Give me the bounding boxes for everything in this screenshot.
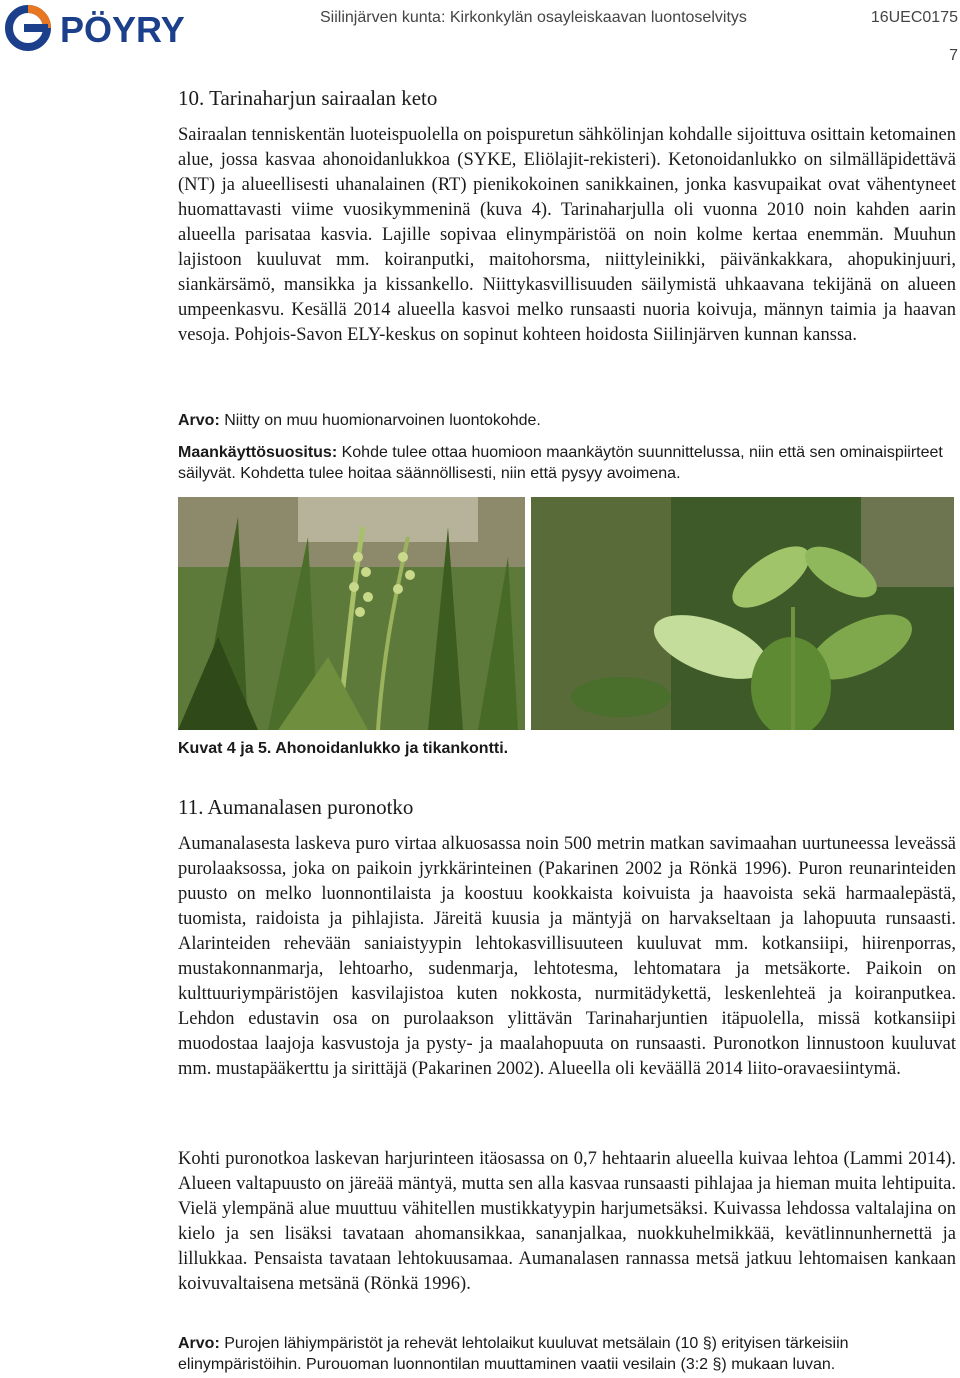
section-11-paragraph-1: Aumanalasesta laskeva puro virtaa alkuosassa noin 500 metrin matkan savimaahan uurtuneessa leveässä purolaaksossa, joka on paikoin jyrkkärinteinen (Pakarinen 2002 ja Rönkä 1996). Puron reunarinteiden puusto on melko luonnontilaista ja koostuu kookkaista koivuista ja haavoista sekä harmaalepästä, tuomista, raidoista ja pihlajista. Järeitä kuusia ja mäntyjä on harvakseltaan ja lahopuuta runsaasti. Alarinteiden rehevään saniaistyypin lehtokasvillisuuteen kuuluvat mm. kotkansiipi, hiirenporras, mustakonnanmarja, lehtoarho, sudenmarja, lehtotesma, lehtomatara ja metsäkorte. Paikoin on kulttuuriympäristöjen kasvilajistoa kuten nokkosta, nurmitädykettä, leskenlehteä ja koiranputkea. Lehdon edustavin osa on purolaakson ylittävän Tarinaharjuntien itäpuolella, missä kotkansiipi muodostaa laajoja kasvustoja ja pysty- ja maalahopuuta on runsaasti. Puronotkon linnustoon kuuluvat mm. mustapääkerttu ja sirittäjä (Pakarinen 2002). Alueella oli keväällä 2014 liito-oravaesiintymä. [178,834,956,1079]
section-10-value [178,410,956,431]
logo-wordmark: PÖYRY [60,9,185,50]
value-label: Arvo: [178,412,220,429]
fern-plant-photo-icon [178,497,525,730]
broad-leaf-plant-photo-icon [531,497,954,730]
value-text: Purojen lähiympäristöt ja rehevät lehtolaikut kuuluvat metsälain (10 §) erityisen tärkeisiin elinympäristöihin. Purouoman luonnontilan muuttaminen vaatii vesilain (3:2 §) mukaan luvan. [178,1335,849,1373]
document-code: 16UEC0175 [870,9,958,26]
logo-swirl-icon [9,9,48,47]
page-number: 7 [949,47,958,64]
section-10-landuse-recommendation [178,442,956,484]
section-11-value [178,1333,956,1375]
company-logo [4,4,244,52]
header-title: Siilinjärven kunta: Kirkonkylän osayleiskaavan luontoselvitys [320,9,747,26]
section-11-paragraph-2: Kohti puronotkoa laskevan harjurinteen itäosassa on 0,7 hehtaarin alueella kuivaa lehtoa (Lammi 2014). Alueen valtapuusto on järeää mäntyä, mutta sen alla kasvaa runsaasti pihlajaa ja hieman muita lehtipuita. Vielä ylempänä alue muuttuu vähitellen mustikkatyypin harjumetsäksi. Kuivassa lehdossa valtalajina on kielo ja sen lisäksi tavataan ahomansikkaa, sananjalkaa, nuokkuhelmikkää, kevätlinnunhernettä ja lillukkaa. Pensaista tavataan lehtokuusamaa. Aumanalasen rannassa metsä jatkuu lehtomaisen kankaan koivuvaltaisena metsänä (Rönkä 1996). [178,1149,956,1294]
section-11-heading: 11. Aumanalasen puronotko [178,795,414,819]
landuse-text: Kohde tulee ottaa huomioon maankäytön suunnittelussa, niin että sen ominaispiirteet säilyvät. Kohdetta tulee hoitaa säännöllisesti, niin että pysyy avoimena. [178,444,943,482]
photo-caption: Kuvat 4 ja 5. Ahonoidanlukko ja tikankontti. [178,740,509,757]
landuse-label: Maankäyttösuositus: [178,444,338,461]
section-10-heading: 10. Tarinaharjun sairaalan keto [178,86,438,110]
section-10-paragraph: Sairaalan tenniskentän luoteispuolella on poispuretun sähkölinjan kohdalle sijoittuva osittain ketomainen alue, jossa kasvaa ahonoidanlukkoa (SYKE, Eliölajit-rekisteri). Ketonoidanlukko on silmälläpidettävä (NT) ja alueellisesti uhanalainen (RT) pienikokoinen sanikkainen, jonka kasvupaikat ovat vähentyneet huomattavasti viime vuosikymmeninä (kuva 4). Tarinaharjulla oli vuonna 2010 noin kahden aarin alueella parisataa kasvia. Lajille sopivaa elinympäristöä on noin kolme kertaa enemmän. Muuhun lajistoon kuuluvat mm. koiranputki, maitohorsma, niittyleinikki, päivänkakkara, ahopukinjuuri, siankärsämö, mansikka ja kissankello. Niittykasvillisuuden säilymistä uhkaavana tekijänä on alueen umpeenkasvu. Kesällä 2014 alueella kasvoi melko runsaasti nuoria koivuja, männyn taimia ja haavan vesoja. Pohjois-Savon ELY-keskus on sopinut kohteen hoidosta Siilinjärven kunnan kanssa. [178,125,956,345]
value-text: Niitty on muu huomionarvoinen luontokohde. [224,412,541,429]
value-label: Arvo: [178,1335,220,1352]
